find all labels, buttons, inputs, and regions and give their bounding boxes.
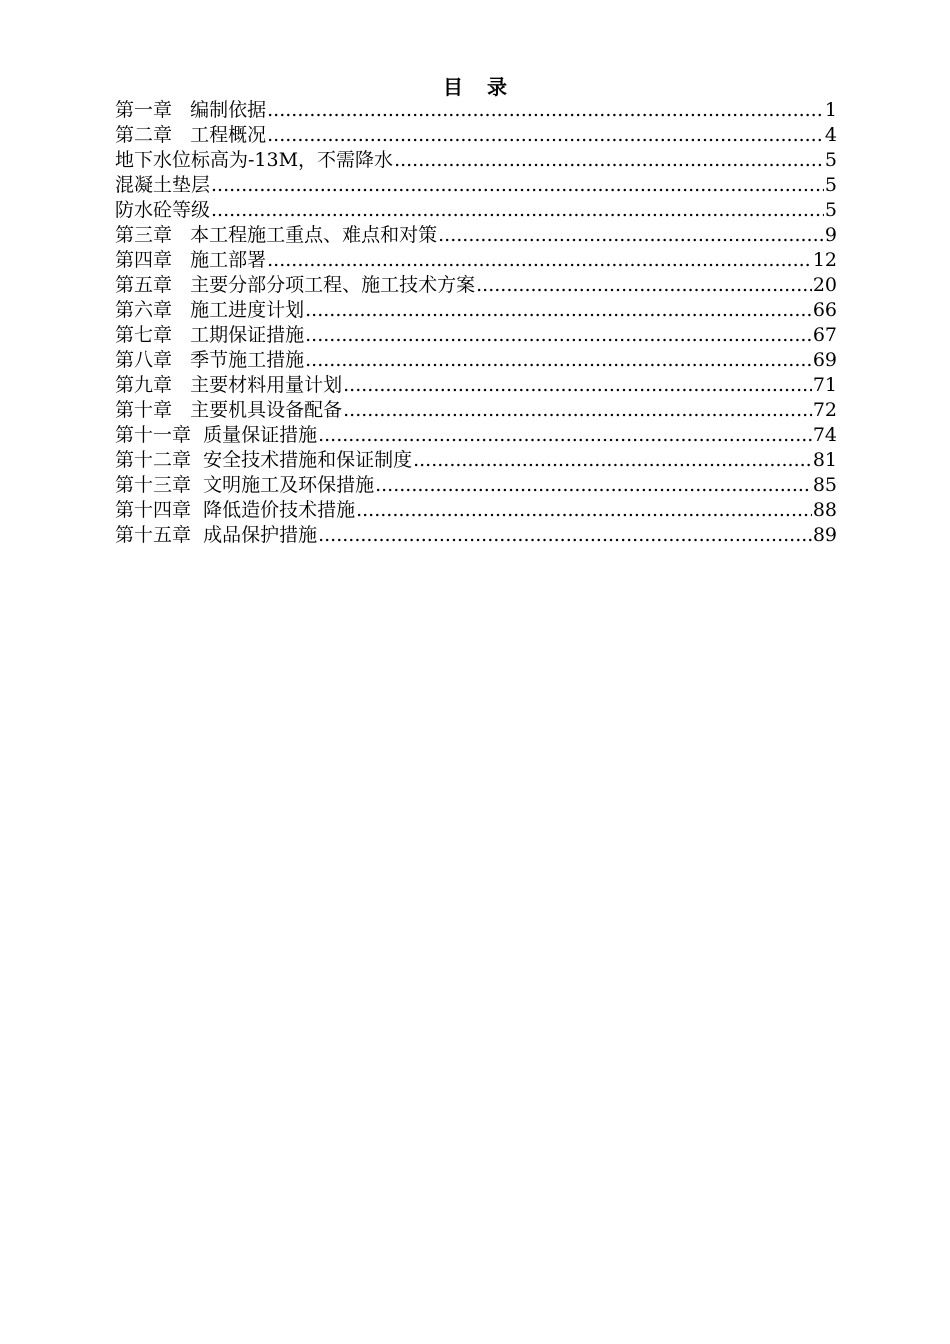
toc-entry-page: 74: [812, 424, 837, 446]
toc-dot-leader: [476, 273, 812, 298]
toc-entry-page: 67: [812, 324, 837, 346]
toc-entry-text: 第八章 季节施工措施: [115, 349, 305, 371]
toc-entry-page: 5: [824, 199, 837, 221]
toc-entry[interactable]: [115, 398, 837, 423]
toc-entry-text: 第十四章 降低造价技术措施: [115, 499, 356, 521]
toc-entry-page: 85: [812, 474, 837, 496]
toc-entry-page: 72: [812, 399, 837, 421]
toc-dot-leader: [394, 148, 824, 173]
toc-entry[interactable]: [115, 248, 837, 273]
toc-entry-text: 第六章 施工进度计划: [115, 299, 305, 321]
toc-dot-leader: [343, 373, 812, 398]
toc-entry-page: 66: [812, 299, 837, 321]
toc-entry[interactable]: [115, 523, 837, 548]
toc-entry-page: 5: [824, 174, 837, 196]
toc-entry-page: 89: [812, 524, 837, 546]
toc-entry-text: 第十三章 文明施工及环保措施: [115, 474, 375, 496]
toc-entry-text: 地下水位标高为-13M，不需降水: [115, 149, 394, 171]
toc-entry-text: 第四章 施工部署: [115, 249, 267, 271]
toc-entry-text: 第七章 工期保证措施: [115, 324, 305, 346]
toc-dot-leader: [343, 398, 812, 423]
toc-entry[interactable]: [115, 173, 837, 198]
toc-dot-leader: [211, 198, 824, 223]
toc-dot-leader: [375, 473, 812, 498]
toc-dot-leader: [305, 298, 812, 323]
toc-dot-leader: [356, 498, 812, 523]
toc-entry[interactable]: [115, 148, 837, 173]
toc-entry[interactable]: [115, 498, 837, 523]
toc-entry-page: 4: [824, 124, 837, 146]
toc-title: 目录: [443, 75, 531, 99]
toc-entry-text: 第三章 本工程施工重点、难点和对策: [115, 224, 438, 246]
toc-entry-page: 12: [812, 249, 837, 271]
toc-entry-text: 第五章 主要分部分项工程、施工技术方案: [115, 274, 476, 296]
toc-entry[interactable]: [115, 223, 837, 248]
toc-dot-leader: [318, 423, 812, 448]
toc-dot-leader: [211, 173, 824, 198]
toc-entry-page: 20: [812, 274, 837, 296]
toc-entry-page: 1: [824, 99, 837, 121]
toc-dot-leader: [305, 323, 812, 348]
toc-entry[interactable]: [115, 348, 837, 373]
toc-entry-text: 第九章 主要材料用量计划: [115, 374, 343, 396]
toc-entry-page: 5: [824, 149, 837, 171]
toc-dot-leader: [267, 98, 824, 123]
toc-entry[interactable]: [115, 273, 837, 298]
toc-entry[interactable]: [115, 423, 837, 448]
toc-entry-page: 81: [812, 449, 837, 471]
toc-entry-text: 第十一章 质量保证措施: [115, 424, 318, 446]
toc-dot-leader: [267, 248, 812, 273]
toc-dot-leader: [438, 223, 824, 248]
toc-entry[interactable]: [115, 323, 837, 348]
toc-dot-leader: [305, 348, 812, 373]
toc-entry[interactable]: [115, 98, 837, 123]
toc-entry-page: 71: [812, 374, 837, 396]
toc-entry[interactable]: [115, 123, 837, 148]
toc-entry[interactable]: [115, 473, 837, 498]
toc-entry-text: 第十二章 安全技术措施和保证制度: [115, 449, 413, 471]
toc-entry-text: 第十章 主要机具设备配备: [115, 399, 343, 421]
toc-dot-leader: [267, 123, 824, 148]
toc-entry-text: 第一章 编制依据: [115, 99, 267, 121]
toc-entry-text: 第十五章 成品保护措施: [115, 524, 318, 546]
toc-entry[interactable]: [115, 198, 837, 223]
toc-list: [115, 98, 837, 548]
toc-entry-text: 混凝土垫层: [115, 174, 211, 196]
toc-entry[interactable]: [115, 373, 837, 398]
toc-dot-leader: [413, 448, 812, 473]
toc-entry[interactable]: [115, 448, 837, 473]
toc-entry-page: 9: [824, 224, 837, 246]
toc-entry-page: 69: [812, 349, 837, 371]
toc-dot-leader: [318, 523, 812, 548]
toc-entry[interactable]: [115, 298, 837, 323]
toc-entry-text: 防水砼等级: [115, 199, 211, 221]
toc-entry-text: 第二章 工程概况: [115, 124, 267, 146]
toc-entry-page: 88: [812, 499, 837, 521]
